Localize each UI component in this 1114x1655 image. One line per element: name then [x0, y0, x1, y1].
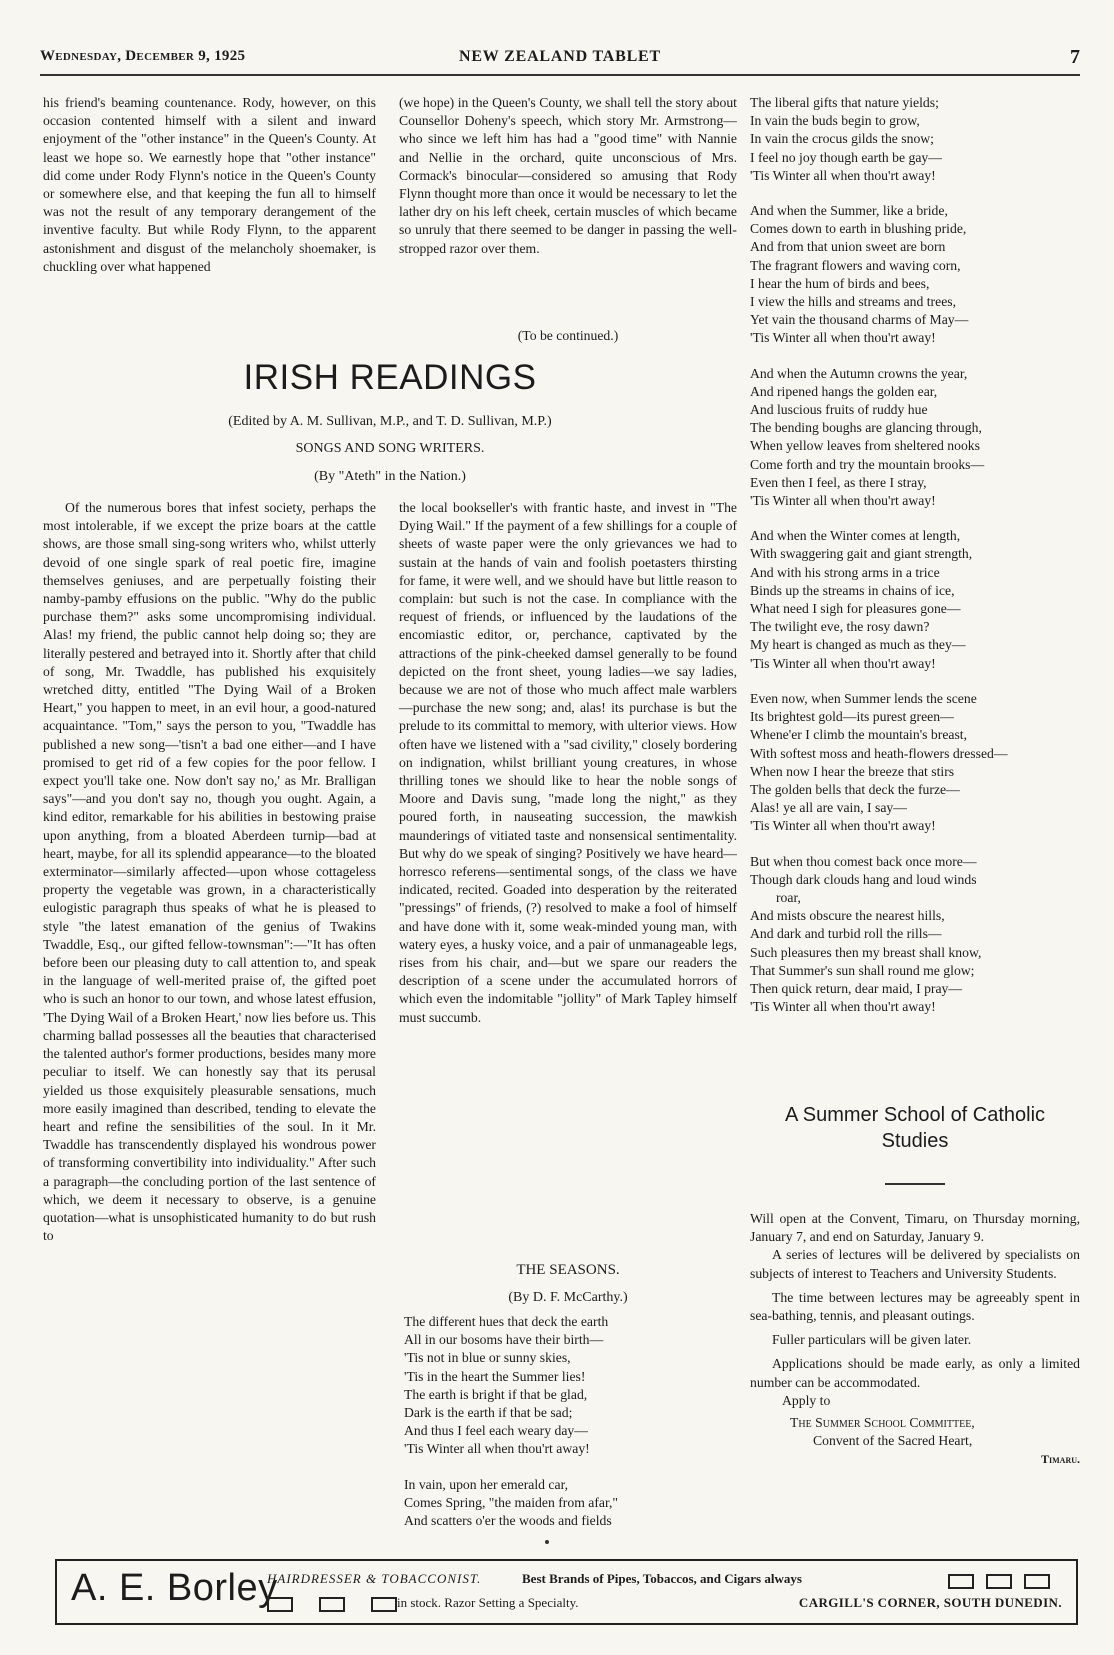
poem-top-line: 'Tis Winter all when thou'rt away!: [750, 999, 936, 1015]
poem-top-line: But when thou comest back once more—: [750, 853, 977, 869]
ad-name: A. E. Borley: [71, 1567, 278, 1609]
header-page-number: 7: [1070, 46, 1080, 68]
poem-top-stanza: [750, 690, 1080, 836]
poem-top-line: Even now, when Summer lends the scene: [750, 690, 977, 706]
box-ornament-icon: [986, 1574, 1012, 1589]
seasons-poem: [404, 1313, 737, 1547]
poem-top-line: Even then I feel, as there I stray,: [750, 474, 927, 490]
poem-top-line: I hear the hum of birds and bees,: [750, 275, 930, 291]
borley-advertisement: [55, 1559, 1078, 1625]
poem-top-stanza: [750, 527, 1080, 673]
seasons-line: 'Tis in the heart the Summer lies!: [404, 1368, 586, 1384]
poem-top-line: And mists obscure the nearest hills,: [750, 908, 945, 924]
ad-box-ornaments-right: [948, 1572, 1062, 1590]
poem-top-stanza: [750, 365, 1080, 511]
irish-readings-section: SONGS AND SONG WRITERS.: [295, 441, 485, 456]
summer-school-p1: Will open at the Convent, Timaru, on Thursday morning, January 7, and end on Saturday, January 9.: [750, 1211, 1080, 1245]
poem-top-line: My heart is changed as much as they—: [750, 637, 966, 653]
story-continued-note: (To be continued.): [517, 328, 619, 343]
irish-readings-title: IRISH READINGS: [243, 358, 537, 397]
header-rule: [40, 74, 1080, 76]
ad-trade-line: [267, 1571, 481, 1587]
poem-top-line: And when the Summer, like a bride,: [750, 203, 948, 219]
story-column-2: [399, 94, 737, 258]
poem-top-column: [750, 94, 1080, 1033]
poem-top-line: Though dark clouds hang and loud winds: [750, 871, 977, 887]
poem-top-line: And dark and turbid roll the rills—: [750, 926, 942, 942]
poem-top-line: Such pleasures then my breast shall know,: [750, 944, 982, 960]
poem-top-line: With swaggering gait and giant strength,: [750, 546, 973, 562]
header-title: NEW ZEALAND TABLET: [458, 48, 661, 65]
poem-top-line: That Summer's sun shall round me glow;: [750, 962, 975, 978]
summer-school-committee: The Summer School Committee,: [790, 1415, 975, 1431]
poem-top-line: 'Tis Winter all when thou'rt away!: [750, 167, 936, 183]
poem-top-line: Whene'er I climb the mountain's breast,: [750, 727, 968, 743]
poem-top-line: roar,: [776, 889, 801, 905]
poem-top-line: And ripened hangs the golden ear,: [750, 383, 938, 399]
poem-top-line: The liberal gifts that nature yields;: [750, 95, 939, 110]
summer-school-rule: [885, 1183, 945, 1185]
ad-line2: in stock. Razor Setting a Specialty.: [397, 1595, 579, 1610]
seasons-line: In vain, upon her emerald car,: [404, 1476, 569, 1492]
irish-column-1: [43, 499, 376, 1245]
story-paragraph-1: his friend's beaming countenance. Rody, however, on this occasion contented himself with a silent and inward enjoyment of the "other instance" in the Queen's County. At least we hope so. We earnestly hope that "other instance" did come under Rody Flynn's notice in the Queen's County or somewhere else, and that keeping the fun all to himself was not the result of any temporary derangement of the inventive faculty. But while Rody Flynn, to the apparent astonishment and disgust of the melancholy shoemaker, is chuckling over what happened: [43, 95, 376, 274]
poem-top-line: And from that union sweet are born: [750, 239, 946, 255]
ad-trade: HAIRDRESSER & TOBACCONIST.: [267, 1571, 482, 1586]
summer-school-p2: A series of lectures will be delivered by specialists on subjects of interest to Teachers and University Students.: [750, 1247, 1080, 1281]
seasons-line: Dark is the earth if that be sad;: [404, 1405, 573, 1421]
poem-top-line: Yet vain the thousand charms of May—: [750, 312, 969, 328]
story-column-1: [43, 94, 376, 276]
poem-top-line: Alas! ye all are vain, I say—: [750, 800, 907, 816]
poem-top-line: I view the hills and streams and trees,: [750, 294, 957, 310]
header-date: Wednesday, December 9, 1925: [40, 48, 246, 64]
box-ornament-icon: [1024, 1574, 1050, 1589]
poem-top-line: And with his strong arms in a trice: [750, 564, 940, 580]
seasons-stanza: [404, 1476, 737, 1531]
poem-top-line: Its brightest gold—its purest green—: [750, 709, 954, 725]
seasons-byline: (By D. F. McCarthy.): [508, 1290, 628, 1305]
box-ornament-icon: [319, 1597, 345, 1612]
poem-top-line: Come forth and try the mountain brooks—: [750, 456, 985, 472]
poem-top-line: 'Tis Winter all when thou'rt away!: [750, 655, 936, 671]
summer-school-place: Timaru.: [1041, 1452, 1080, 1467]
seasons-line: Comes Spring, "the maiden from afar,": [404, 1494, 618, 1510]
poem-top-line: And luscious fruits of ruddy hue: [750, 402, 928, 418]
seasons-line: The earth is bright if that be glad,: [404, 1386, 588, 1402]
poem-top-line: 'Tis Winter all when thou'rt away!: [750, 818, 936, 834]
poem-top-line: In vain the crocus gilds the snow;: [750, 131, 934, 147]
seasons-line: The different hues that deck the earth: [404, 1314, 609, 1329]
poem-top-line: The golden bells that deck the furze—: [750, 781, 960, 797]
poem-top-line: In vain the buds begin to grow,: [750, 113, 920, 129]
poem-top-line: And when the Autumn crowns the year,: [750, 365, 968, 381]
poem-top-line: 'Tis Winter all when thou'rt away!: [750, 330, 936, 346]
poem-top-stanza: [750, 853, 1080, 1017]
irish-readings-editors: (Edited by A. M. Sullivan, M.P., and T. D. Sullivan, M.P.): [228, 414, 552, 429]
poem-top-line: When yellow leaves from sheltered nooks: [750, 438, 980, 454]
poem-top-line: With softest moss and heath-flowers dressed—: [750, 745, 1008, 761]
ornament-dot: [545, 1540, 549, 1544]
poem-top-line: Comes down to earth in blushing pride,: [750, 221, 967, 237]
poem-top-line: Then quick return, dear maid, I pray—: [750, 980, 963, 996]
poem-top-stanza: [750, 202, 1080, 348]
summer-school-convent: Convent of the Sacred Heart,: [813, 1433, 973, 1449]
irish-paragraph-2: the local bookseller's with frantic haste, and invest in "The Dying Wail." If the payment of a few shillings for a couple of sheets of waste paper were the only grievances we had to sustain at the hands of vain and foolish poetasters thirsting for fame, it were well, and we should have but little reason to complain: but such is not the case. In compliance with the request of friends, or influenced by the laudations of the encomiastic editor, or, perchance, captivated by the attractions of the pink-cheeked damsel generally to be found depicted on the front sheet, young ladies—we say ladies, because we are not of those who much affect male warblers—purchase the new song; and, alas! its purchase is but the prelude to its committal to memory, with ulterior views. How often have we listened with a "sad civility," closely bordering on indignation, whilst brilliant young creatures, in whose thrilling tones we should like to hear the noble songs of Moore and Davis sung, "made long the night," as they poured forth, in nauseating succession, the mawkish maunderings of vitiated taste and nonsensical sentimentality. But why do we speak of singing? Positively we have heard—horresco referens—sentimental songs, of the class we have indicated, recited. Goaded into desperation by the reiterated "pressings" of friends, (?) resolved to make a fool of himself and have done with it, some weak-minded young man, with watery eyes, a husky voice, and a pair of unmanageable legs, rises from his chair, and—but we spare our readers the description of a scene under the accumulated horrors of which even the indomitable "jollity" of Mark Tapley himself must succumb.: [399, 500, 737, 1025]
poem-top-line: I feel no joy though earth be gay—: [750, 149, 942, 165]
box-ornament-icon: [948, 1574, 974, 1589]
summer-school-title: A Summer School of Catholic Studies: [784, 1104, 1046, 1152]
poem-top-line: And when the Winter comes at length,: [750, 528, 961, 544]
poem-top-line: What need I sigh for pleasures gone—: [750, 601, 961, 617]
summer-school-p3: The time between lectures may be agreeably spent in sea-bathing, tennis, and pleasant outings.: [750, 1289, 1080, 1324]
summer-school-p5: Applications should be made early, as only a limited number can be accommodated.: [750, 1356, 1080, 1390]
box-ornament-icon: [267, 1597, 293, 1612]
poem-top-line: The bending boughs are glancing through,: [750, 420, 982, 436]
seasons-line: 'Tis not in blue or sunny skies,: [404, 1350, 571, 1366]
box-ornament-icon: [371, 1597, 397, 1612]
ad-line1: Best Brands of Pipes, Tobaccos, and Cigars always: [522, 1571, 802, 1586]
irish-readings-byline: (By "Ateth" in the Nation.): [314, 469, 466, 484]
irish-column-2: [399, 499, 737, 1027]
seasons-line: All in our bosoms have their birth—: [404, 1332, 604, 1348]
seasons-line: And scatters o'er the woods and fields: [404, 1513, 612, 1529]
ad-address: CARGILL'S CORNER, SOUTH DUNEDIN.: [798, 1595, 1062, 1610]
summer-school-apply: Apply to: [782, 1392, 831, 1408]
irish-paragraph-1: Of the numerous bores that infest society, perhaps the most intolerable, if we except the prize boars at the cattle shows, are those small sing-song writers who, whilst utterly devoid of one single spark of real poetic fire, imagine themselves geniuses, and are perpetually foisting their namby-pamby effusions on the public. "Why do the public purchase them?" asks some uncompromising individual. Alas! my friend, the public cannot help doing so; they are literally pestered and betrayed into it. Shortly after that child of song, Mr. Twaddle, has published his exquisitely wretched ditty, entitled "The Dying Wail of a Broken Heart," you happen to meet, in an evil hour, a good-natured acquaintance. "Tom," says the person to you, "Twaddle has published a new song—'tisn't a bad one either—and I have promised to get rid of a few copies for the poor fellow. I expect you'll take one. Now don't say no,' as Mr. Bralligan says"—and you don't say no, though you ought. Again, a kind editor, remarkable for his abilities in bestowing praise upon anything, from a bloated Aberdeen turnip—bad at heart, maybe, for all its splendid appearance—to the bloated exterminator—similarly affected—upon whose cottageless property the vegetable was grown, in a characteristically eulogistic paragraph thus speaks of what he is pleased to style "the latest emanation of the genius of Twakins Twaddle, Esq., our gifted fellow-townsman":—"It has often before been our pleasing duty to call attention to, and speak in the language of well-merited praise of, the gifted poet who is such an honor to our town, and whose latest effusion, 'The Dying Wail of a Broken Heart,' now lies before us. This charming ballad possesses all the beauties that characterised the talented author's former productions, besides many more peculiar to itself. We can honestly say that its perusal yielded us those exquisitely pleasurable sensations, much more easily imagined than described, tending to elevate the heart and refine the sensibilities of the soul. In it Mr. Twaddle has transcendently displayed his wondrous power of transforming convertibility into individuality." After such a paragraph—the concluding portion of the last sentence of which, we deem it necessary to observe, is a genuine quotation—what is unsophisticated humanity to do but rush to: [43, 500, 376, 1244]
poem-top-line: When now I hear the breeze that stirs: [750, 763, 955, 779]
summer-school-notice: [750, 1210, 1080, 1469]
summer-school-p4: Fuller particulars will be given later.: [772, 1332, 972, 1348]
story-paragraph-2: (we hope) in the Queen's County, we shall tell the story about Counsellor Doheny's speech, which story Mr. Armstrong—who since we left him has had a "good time" with Nannie and Nellie in the orchard, quite unconscious of Mrs. Cormack's binocular—considered so amusing that Rody Flynn thought more than once it would be necessary to let the lather dry on his left cheek, certain muscles of which became so unruly that there seemed to be danger in passing the well-stropped razor over them.: [399, 95, 737, 256]
seasons-line: 'Tis Winter all when thou'rt away!: [404, 1441, 590, 1457]
seasons-stanza: [404, 1313, 737, 1459]
page-header: [40, 46, 1080, 72]
seasons-line: And thus I feel each weary day—: [404, 1423, 588, 1439]
poem-top-line: 'Tis Winter all when thou'rt away!: [750, 493, 936, 509]
poem-top-stanza: [750, 94, 1080, 185]
seasons-title: THE SEASONS.: [516, 1262, 620, 1278]
poem-top-line: The twilight eve, the rosy dawn?: [750, 619, 930, 635]
poem-top-line: Binds up the streams in chains of ice,: [750, 582, 955, 598]
poem-top-line: The fragrant flowers and waving corn,: [750, 257, 961, 273]
